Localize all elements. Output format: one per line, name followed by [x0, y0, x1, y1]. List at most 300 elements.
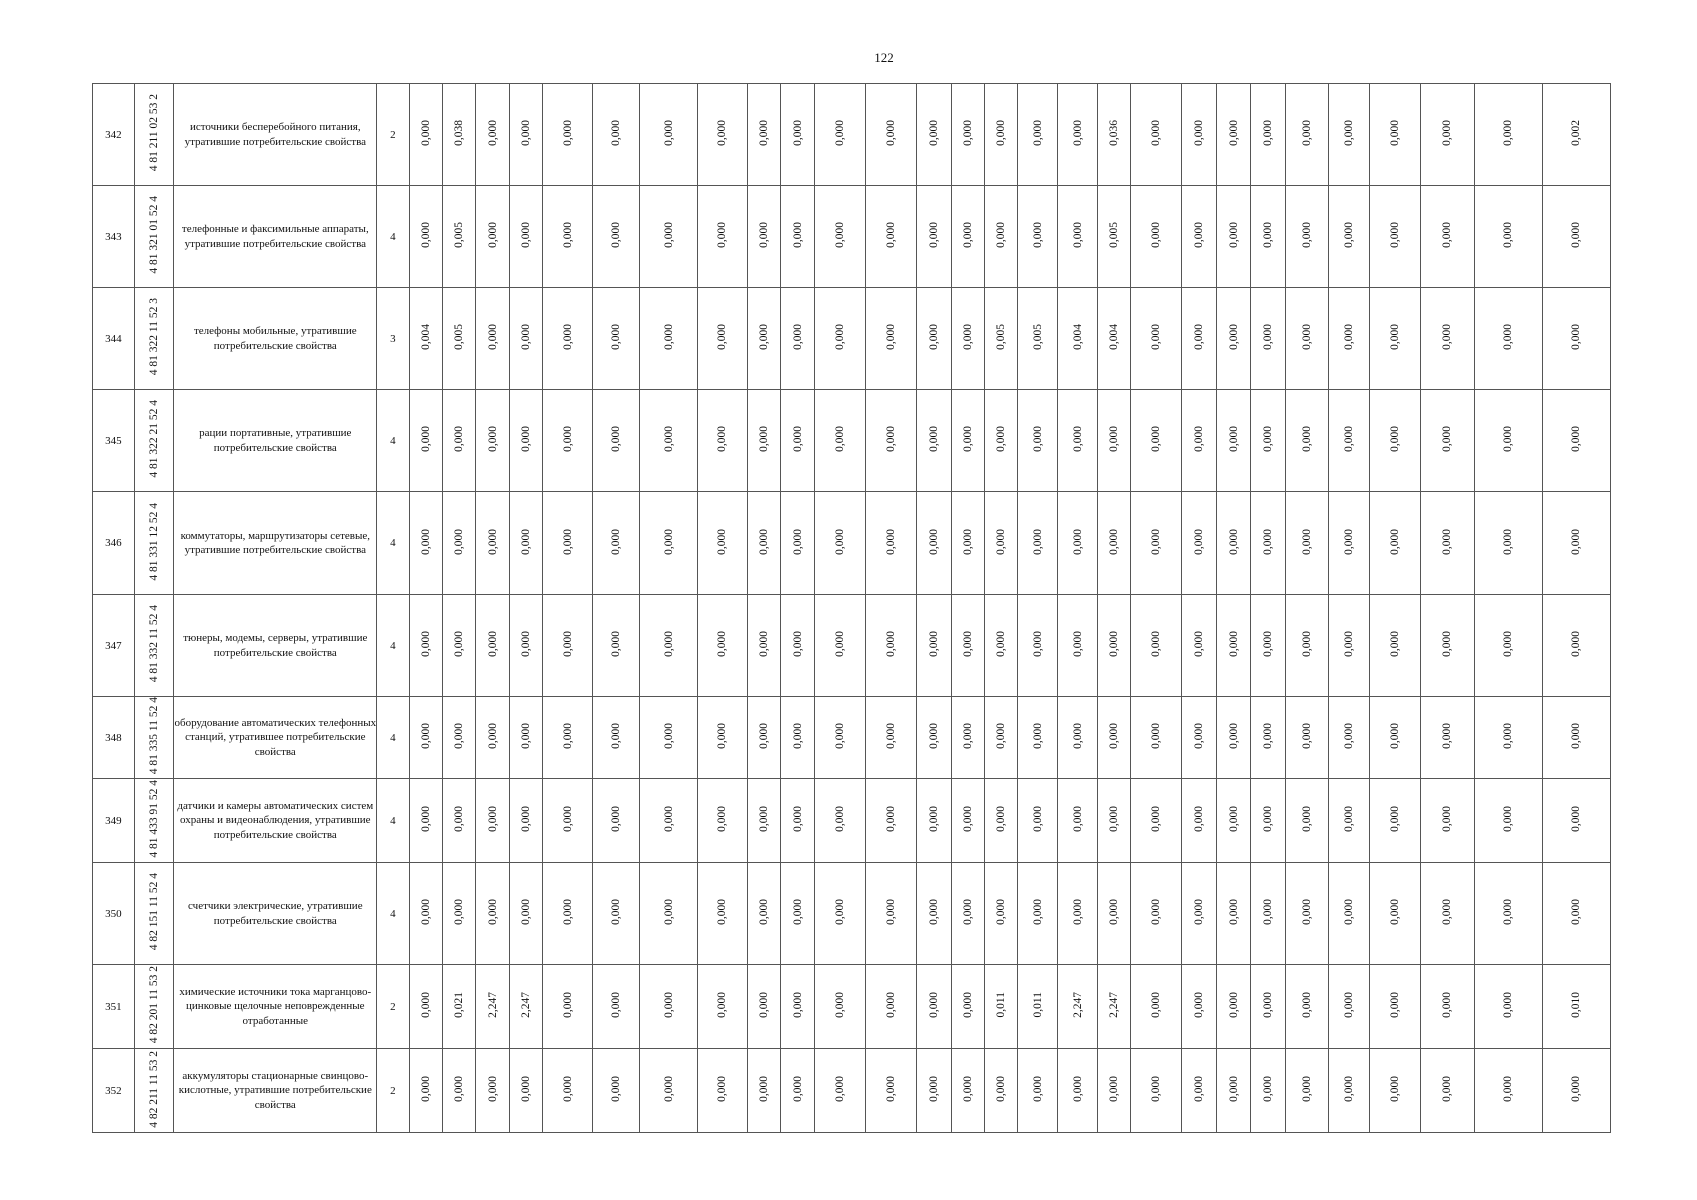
value-cell-text: 0,000	[1570, 806, 1583, 832]
value-cell-text: 0,021	[453, 992, 466, 1018]
value-cell	[640, 697, 697, 779]
value-cell-text: 0,011	[1031, 992, 1044, 1018]
value-cell-text: 0,000	[1570, 723, 1583, 749]
value-cell-text: 0,000	[519, 222, 532, 248]
value-cell	[1131, 288, 1182, 390]
value-cell-text: 0,000	[1343, 992, 1356, 1018]
value-cell-text: 0,000	[995, 1076, 1008, 1102]
value-cell-text: 0,000	[1300, 426, 1313, 452]
value-cell	[640, 492, 697, 595]
value-cell-text: 0,000	[1502, 723, 1515, 749]
row-number-cell: 346	[93, 492, 135, 595]
value-cell	[509, 186, 542, 288]
table-row	[93, 779, 1611, 863]
value-cell	[1328, 390, 1370, 492]
value-cell	[1131, 492, 1182, 595]
value-cell	[697, 186, 747, 288]
value-cell-text: 0,000	[1193, 426, 1206, 452]
value-cell-text: 0,000	[1150, 992, 1163, 1018]
value-cell	[865, 697, 916, 779]
value-cell	[593, 863, 640, 965]
value-cell-text: 0,000	[791, 806, 804, 832]
value-cell	[1216, 779, 1250, 863]
value-cell	[1285, 84, 1328, 186]
value-cell-text: 0,000	[486, 631, 499, 657]
value-cell-text: 0,000	[1031, 120, 1044, 146]
value-cell-text: 0,000	[1031, 631, 1044, 657]
value-cell-text: 0,000	[486, 222, 499, 248]
value-cell	[951, 288, 984, 390]
value-cell-text: 0,000	[419, 528, 432, 555]
value-cell-text: 0,000	[1343, 631, 1356, 657]
value-cell	[1328, 492, 1370, 595]
value-cell-text: 0,000	[885, 1076, 898, 1102]
value-cell-text: 0,000	[1193, 222, 1206, 248]
row-number-cell: 347	[93, 595, 135, 697]
value-cell	[543, 697, 593, 779]
value-cell	[476, 288, 509, 390]
value-cell	[509, 288, 542, 390]
value-cell-text: 0,000	[1343, 723, 1356, 749]
value-cell	[814, 595, 865, 697]
value-cell	[814, 288, 865, 390]
value-cell-text: 0,000	[961, 120, 974, 146]
value-cell	[1251, 965, 1285, 1049]
value-cell	[1182, 779, 1216, 863]
value-cell-text: 0,000	[1108, 806, 1121, 832]
value-cell-text: 0,004	[1071, 324, 1084, 350]
value-cell-text: 0,000	[758, 631, 771, 657]
value-cell-text: 0,000	[1343, 1076, 1356, 1102]
value-cell-text: 0,000	[1031, 899, 1044, 925]
value-cell	[1542, 779, 1610, 863]
value-cell-text: 0,000	[486, 1076, 499, 1102]
value-cell	[985, 965, 1018, 1049]
value-cell	[814, 779, 865, 863]
value-cell-text: 0,000	[1262, 222, 1275, 248]
value-cell	[814, 863, 865, 965]
value-cell-text: 0,000	[885, 120, 898, 146]
value-cell	[1182, 288, 1216, 390]
page-number: 122	[874, 50, 894, 65]
value-cell	[1018, 390, 1058, 492]
value-cell-text: 0,000	[995, 631, 1008, 657]
value-cell	[747, 595, 780, 697]
value-cell-text: 0,005	[995, 324, 1008, 350]
value-cell	[1097, 390, 1130, 492]
waste-name-cell: телефоны мобильные, утратившие потребительские свойства	[174, 288, 377, 390]
value-cell-text: 0,000	[662, 528, 675, 555]
value-cell	[1542, 84, 1610, 186]
value-cell-text: 0,000	[519, 631, 532, 657]
value-cell	[1474, 288, 1542, 390]
value-cell	[543, 965, 593, 1049]
value-cell-text: 0,000	[1193, 899, 1206, 925]
value-cell	[697, 492, 747, 595]
value-cell-text: 0,000	[610, 1076, 623, 1102]
value-cell	[781, 965, 814, 1049]
value-cell-text: 0,000	[419, 222, 432, 248]
value-cell	[640, 1049, 697, 1133]
table-row	[93, 965, 1611, 1049]
value-cell-text: 0,000	[1441, 631, 1454, 657]
value-cell-text: 0,000	[1441, 723, 1454, 749]
waste-code-cell	[134, 779, 174, 863]
value-cell-text: 0,000	[1441, 1076, 1454, 1102]
value-cell	[1018, 1049, 1058, 1133]
value-cell-text: 0,000	[561, 120, 574, 146]
value-cell	[697, 779, 747, 863]
value-cell-text: 0,005	[1031, 324, 1044, 350]
value-cell	[747, 863, 780, 965]
table-row	[93, 863, 1611, 965]
value-cell-text: 0,000	[1343, 324, 1356, 350]
value-cell-text: 0,000	[758, 992, 771, 1018]
value-cell-text: 0,000	[833, 324, 846, 350]
value-cell	[985, 186, 1018, 288]
value-cell-text: 0,000	[716, 992, 729, 1018]
value-cell	[1542, 492, 1610, 595]
value-cell	[697, 84, 747, 186]
value-cell-text: 0,000	[1502, 631, 1515, 657]
value-cell	[1285, 1049, 1328, 1133]
value-cell-text: 0,000	[1389, 1076, 1402, 1102]
value-cell-text: 0,000	[716, 222, 729, 248]
value-cell	[985, 288, 1018, 390]
value-cell-text: 0,000	[758, 426, 771, 452]
value-cell-text: 0,000	[1389, 806, 1402, 832]
value-cell	[1216, 965, 1250, 1049]
value-cell-text: 0,000	[885, 899, 898, 925]
value-cell-text: 0,000	[791, 120, 804, 146]
value-cell-text: 0,000	[561, 324, 574, 350]
value-cell-text: 0,000	[1071, 1076, 1084, 1102]
value-cell-text: 0,000	[716, 324, 729, 350]
value-cell	[747, 697, 780, 779]
value-cell	[985, 1049, 1018, 1133]
value-cell-text: 0,000	[1108, 1076, 1121, 1102]
value-cell	[1285, 697, 1328, 779]
value-cell-text: 0,000	[961, 426, 974, 452]
value-cell	[781, 697, 814, 779]
value-cell	[985, 697, 1018, 779]
waste-name-cell: коммутаторы, маршрутизаторы сетевые, утратившие потребительские свойства	[174, 492, 377, 595]
value-cell-text: 0,000	[961, 222, 974, 248]
value-cell	[1328, 84, 1370, 186]
value-cell-text: 0,000	[1389, 222, 1402, 248]
value-cell-text: 0,000	[561, 723, 574, 749]
value-cell	[1018, 84, 1058, 186]
waste-name-cell: счетчики электрические, утратившие потребительские свойства	[174, 863, 377, 965]
value-cell	[814, 390, 865, 492]
value-cell-text: 0,000	[1502, 1076, 1515, 1102]
waste-code-cell	[134, 390, 174, 492]
table-row	[93, 288, 1611, 390]
value-cell	[1370, 779, 1420, 863]
value-cell	[951, 779, 984, 863]
value-cell-text: 0,000	[1570, 1076, 1583, 1102]
value-cell	[593, 186, 640, 288]
value-cell-text: 0,000	[1071, 899, 1084, 925]
value-cell	[509, 697, 542, 779]
value-cell-text: 0,000	[833, 120, 846, 146]
value-cell	[865, 84, 916, 186]
value-cell	[917, 595, 951, 697]
value-cell	[1097, 492, 1130, 595]
value-cell	[951, 863, 984, 965]
value-cell-text: 0,000	[519, 1076, 532, 1102]
value-cell-text: 0,000	[1441, 528, 1454, 555]
value-cell-text: 0,000	[961, 528, 974, 555]
value-cell	[1216, 390, 1250, 492]
value-cell-text: 0,000	[791, 1076, 804, 1102]
value-cell-text: 0,000	[1227, 631, 1240, 657]
waste-code-cell-text: 4 81 331 12 52 4	[147, 502, 160, 581]
value-cell	[409, 1049, 442, 1133]
value-cell-text: 0,005	[453, 324, 466, 350]
value-cell	[640, 779, 697, 863]
value-cell-text: 0,000	[1502, 992, 1515, 1018]
value-cell	[640, 863, 697, 965]
value-cell	[543, 84, 593, 186]
value-cell-text: 0,000	[1150, 806, 1163, 832]
value-cell-text: 0,000	[791, 426, 804, 452]
value-cell-text: 0,000	[1031, 426, 1044, 452]
value-cell-text: 0,000	[1150, 222, 1163, 248]
value-cell	[1474, 84, 1542, 186]
value-cell-text: 0,000	[758, 723, 771, 749]
value-cell-text: 0,000	[561, 426, 574, 452]
value-cell-text: 0,000	[1441, 426, 1454, 452]
value-cell-text: 0,000	[995, 528, 1008, 555]
value-cell	[1182, 595, 1216, 697]
value-cell	[1328, 863, 1370, 965]
value-cell-text: 0,000	[1227, 899, 1240, 925]
value-cell	[1216, 697, 1250, 779]
value-cell-text: 0,000	[1071, 806, 1084, 832]
table-row	[93, 492, 1611, 595]
value-cell	[509, 595, 542, 697]
value-cell-text: 0,000	[1389, 992, 1402, 1018]
value-cell-text: 0,000	[419, 806, 432, 832]
value-cell-text: 0,000	[1262, 723, 1275, 749]
value-cell-text: 0,000	[1300, 528, 1313, 555]
value-cell	[747, 390, 780, 492]
value-cell	[1182, 965, 1216, 1049]
value-cell	[1182, 697, 1216, 779]
value-cell-text: 0,000	[833, 528, 846, 555]
value-cell-text: 0,000	[486, 120, 499, 146]
value-cell	[442, 965, 475, 1049]
value-cell-text: 0,000	[1150, 899, 1163, 925]
value-cell	[509, 965, 542, 1049]
waste-code-cell	[134, 84, 174, 186]
value-cell-text: 0,000	[1262, 426, 1275, 452]
value-cell-text: 0,000	[1389, 631, 1402, 657]
value-cell-text: 0,000	[1389, 324, 1402, 350]
value-cell	[442, 697, 475, 779]
value-cell-text: 0,000	[662, 723, 675, 749]
value-cell	[1182, 863, 1216, 965]
value-cell-text: 0,000	[885, 426, 898, 452]
value-cell	[1474, 390, 1542, 492]
value-cell	[1216, 1049, 1250, 1133]
waste-code-cell-text: 4 82 151 11 52 4	[147, 873, 160, 951]
value-cell-text: 0,000	[561, 1076, 574, 1102]
value-cell-text: 0,000	[419, 631, 432, 657]
value-cell	[640, 595, 697, 697]
value-cell-text: 0,000	[1150, 426, 1163, 452]
value-cell	[1251, 288, 1285, 390]
value-cell-text: 0,000	[561, 222, 574, 248]
value-cell-text: 0,000	[610, 631, 623, 657]
value-cell	[747, 1049, 780, 1133]
waste-name-cell: источники бесперебойного питания, утратившие потребительские свойства	[174, 84, 377, 186]
row-number-cell: 352	[93, 1049, 135, 1133]
value-cell	[985, 390, 1018, 492]
table-row	[93, 1049, 1611, 1133]
value-cell-text: 0,000	[519, 528, 532, 555]
value-cell	[1216, 595, 1250, 697]
value-cell	[865, 288, 916, 390]
value-cell	[1018, 697, 1058, 779]
waste-code-cell-text: 4 82 211 11 53 2	[147, 1050, 160, 1128]
value-cell-text: 0,000	[995, 723, 1008, 749]
value-cell	[1370, 697, 1420, 779]
value-cell-text: 0,000	[833, 222, 846, 248]
value-cell	[1018, 863, 1058, 965]
waste-code-cell	[134, 186, 174, 288]
value-cell-text: 0,000	[1193, 631, 1206, 657]
value-cell	[509, 779, 542, 863]
value-cell-text: 0,000	[1227, 222, 1240, 248]
value-cell-text: 0,000	[1108, 723, 1121, 749]
value-cell	[1131, 84, 1182, 186]
value-cell-text: 0,000	[927, 899, 940, 925]
value-cell	[593, 492, 640, 595]
value-cell-text: 0,000	[1343, 528, 1356, 555]
value-cell	[747, 84, 780, 186]
waste-code-cell	[134, 1049, 174, 1133]
value-cell	[1285, 186, 1328, 288]
value-cell-text: 0,000	[1193, 324, 1206, 350]
value-cell	[1328, 288, 1370, 390]
value-cell	[593, 779, 640, 863]
value-cell-text: 0,000	[961, 631, 974, 657]
value-cell	[917, 186, 951, 288]
value-cell	[640, 84, 697, 186]
table-row	[93, 84, 1611, 186]
value-cell-text: 0,000	[1343, 426, 1356, 452]
value-cell	[409, 84, 442, 186]
value-cell	[1328, 1049, 1370, 1133]
value-cell-text: 0,000	[1150, 324, 1163, 350]
value-cell-text: 0,000	[1389, 528, 1402, 555]
value-cell	[593, 288, 640, 390]
value-cell-text: 0,000	[1031, 222, 1044, 248]
value-cell-text: 0,000	[716, 120, 729, 146]
value-cell	[865, 1049, 916, 1133]
value-cell-text: 0,000	[486, 528, 499, 555]
waste-code-cell	[134, 492, 174, 595]
value-cell	[1182, 84, 1216, 186]
row-number-cell: 349	[93, 779, 135, 863]
value-cell-text: 0,000	[1071, 426, 1084, 452]
value-cell	[814, 965, 865, 1049]
value-cell	[814, 492, 865, 595]
value-cell-text: 0,000	[885, 631, 898, 657]
value-cell	[1058, 595, 1098, 697]
row-number-cell: 351	[93, 965, 135, 1049]
value-cell-text: 0,000	[1071, 120, 1084, 146]
value-cell-text: 0,000	[419, 426, 432, 452]
value-cell	[1285, 863, 1328, 965]
value-cell-text: 0,000	[1227, 120, 1240, 146]
value-cell	[476, 697, 509, 779]
value-cell-text: 0,000	[1193, 120, 1206, 146]
value-cell	[1018, 288, 1058, 390]
value-cell	[442, 84, 475, 186]
value-cell	[1058, 697, 1098, 779]
value-cell	[1420, 84, 1474, 186]
value-cell-text: 0,000	[1300, 631, 1313, 657]
value-cell	[814, 186, 865, 288]
value-cell-text: 0,000	[419, 899, 432, 925]
value-cell-text: 0,000	[927, 1076, 940, 1102]
value-cell	[1058, 863, 1098, 965]
value-cell-text: 0,004	[419, 324, 432, 350]
value-cell	[640, 390, 697, 492]
value-cell-text: 0,000	[1193, 806, 1206, 832]
value-cell-text: 0,000	[833, 992, 846, 1018]
waste-code-cell-text: 4 81 211 02 53 2	[147, 94, 160, 172]
waste-code-cell-text: 4 81 335 11 52 4	[147, 697, 160, 775]
value-cell-text: 0,000	[486, 723, 499, 749]
value-cell	[865, 863, 916, 965]
value-cell-text: 0,000	[1502, 120, 1515, 146]
value-cell-text: 0,000	[610, 992, 623, 1018]
value-cell	[985, 779, 1018, 863]
value-cell-text: 0,000	[1389, 426, 1402, 452]
value-cell	[781, 492, 814, 595]
hazard-class-cell: 2	[377, 965, 409, 1049]
hazard-class-cell: 4	[377, 492, 409, 595]
value-cell	[781, 1049, 814, 1133]
value-cell-text: 0,000	[1031, 528, 1044, 555]
value-cell-text: 0,000	[927, 723, 940, 749]
value-cell-text: 0,036	[1108, 120, 1121, 146]
value-cell-text: 0,000	[1262, 120, 1275, 146]
value-cell-text: 0,000	[716, 631, 729, 657]
value-cell-text: 0,000	[1570, 631, 1583, 657]
value-cell-text: 0,000	[961, 324, 974, 350]
value-cell-text: 0,000	[662, 324, 675, 350]
value-cell-text: 0,000	[961, 723, 974, 749]
value-cell	[442, 595, 475, 697]
value-cell-text: 0,000	[1262, 324, 1275, 350]
value-cell-text: 0,000	[1389, 120, 1402, 146]
value-cell	[543, 863, 593, 965]
hazard-class-cell: 2	[377, 84, 409, 186]
value-cell-text: 0,000	[1441, 806, 1454, 832]
value-cell	[509, 863, 542, 965]
value-cell	[1420, 492, 1474, 595]
value-cell-text: 0,005	[1108, 222, 1121, 248]
value-cell	[1328, 779, 1370, 863]
value-cell-text: 0,000	[1193, 992, 1206, 1018]
waste-name-cell: химические источники тока марганцово-цинковые щелочные неповрежденные отработанные	[174, 965, 377, 1049]
value-cell-text: 0,000	[519, 899, 532, 925]
